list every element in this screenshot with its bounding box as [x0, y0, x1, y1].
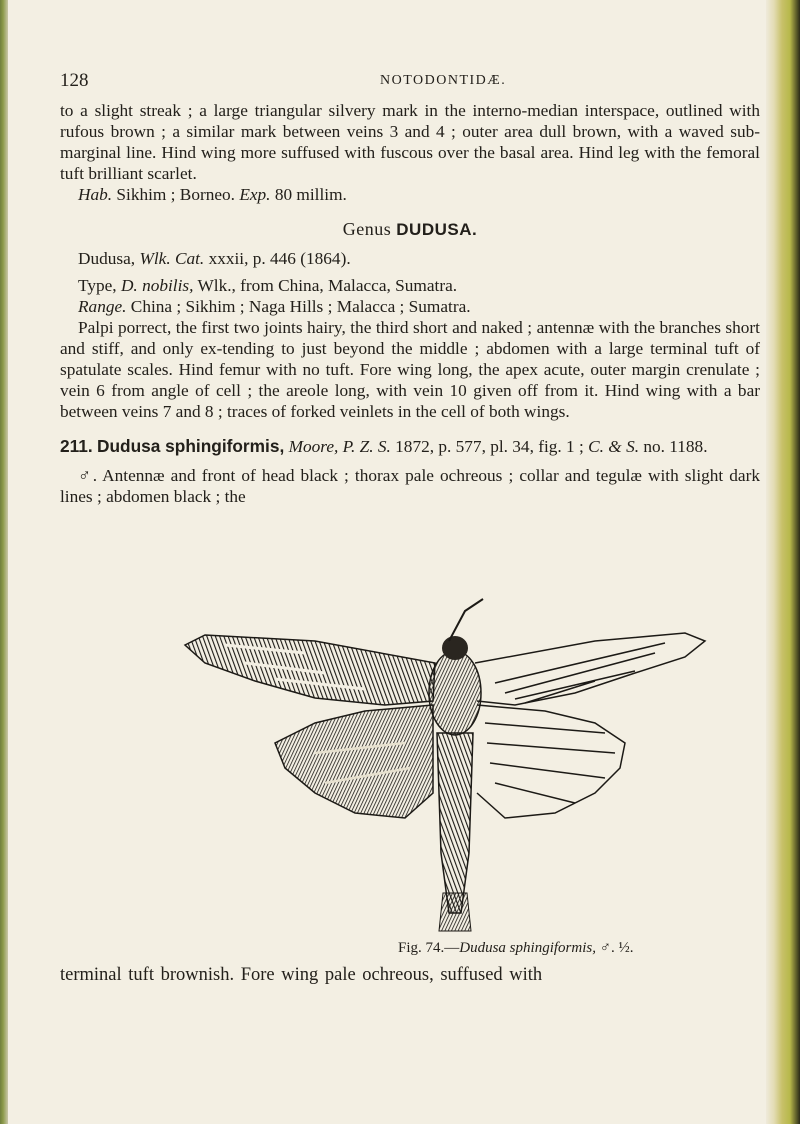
habitat-line — [60, 184, 760, 205]
right-forewing — [475, 633, 705, 705]
citation-author: Wlk. Cat. — [139, 249, 205, 268]
figure-caption — [398, 940, 633, 957]
male-description — [60, 465, 760, 507]
genus-description: Palpi porrect, the first two joints hairy, the third short and naked ; antennæ with the branches short and stiff, and only ex-tending to just beyond the middle ; abdomen with a large terminal tuft of spatulate scales. Hind femur with no tuft. Fore wing long, the apex acute, outer margin crenulate ; vein 6 from angle of cell ; the areole long, with vein 10 given off from it. Hind wing with a bar between veins 7 and 8 ; traces of forked veinlets in the cell of both wings. — [60, 318, 760, 421]
running-title: NOTODONTIDÆ. — [380, 73, 507, 88]
hab-text: Sikhim ; Borneo. — [112, 185, 240, 204]
scan-edge-right — [766, 0, 800, 1124]
genus-heading — [60, 219, 760, 240]
running-head — [60, 70, 760, 100]
range-text: China ; Sikhim ; Naga Hills ; Malacca ; Sumatra. — [126, 297, 471, 316]
caption-prefix: Fig. 74.— — [398, 940, 460, 956]
male-text: Antennæ and front of head black ; thorax pale ochreous ; collar and tegulæ with slight dark lines ; abdomen black ; the — [60, 466, 760, 506]
page-number: 128 — [60, 70, 89, 91]
male-symbol: ♂. — [78, 466, 98, 485]
continuation-line: terminal tuft brownish. Fore wing pale ochreous, suffused with — [60, 965, 543, 985]
species-name: Dudusa sphingiformis, — [97, 436, 285, 456]
citation-prefix: Dudusa, — [78, 249, 140, 268]
species-ref-tail: no. 1188. — [639, 437, 708, 456]
moth-thorax — [429, 651, 481, 735]
moth-antenna — [449, 599, 483, 641]
range-line — [60, 296, 760, 317]
exp-text: 80 millim. — [270, 185, 347, 204]
moth-terminal-tuft — [439, 893, 471, 931]
species-ref-cs: C. & S. — [588, 437, 640, 456]
scan-edge-left — [0, 0, 8, 1124]
type-rest: Wlk., from China, Malacca, Sumatra. — [193, 276, 458, 295]
intro-paragraph: to a slight streak ; a large triangular silvery mark in the interno-median interspace, outlined with rufous brown ; a similar mark between veins 3 and 4 ; outer area dull brown, with a waved sub-marginal line. Hind wing more suffused with fuscous over the basal area. Hind leg with the femoral tuft brilliant scarlet. — [60, 101, 760, 183]
exp-label: Exp. — [239, 185, 271, 204]
genus-name: DUDUSA. — [396, 220, 478, 239]
type-label: Type, — [78, 276, 121, 295]
moth-illustration — [165, 593, 725, 933]
type-species: D. nobilis, — [120, 276, 194, 295]
page-body — [60, 70, 760, 507]
type-line — [60, 275, 760, 296]
species-number: 211. — [60, 436, 93, 456]
species-entry — [60, 436, 760, 507]
range-label: Range. — [78, 297, 127, 316]
species-ref-author: Moore, P. Z. S. — [288, 437, 391, 456]
caption-suffix: ♂. ½. — [595, 940, 634, 956]
moth-abdomen — [437, 733, 473, 913]
species-heading — [60, 436, 760, 457]
moth-head — [442, 636, 468, 660]
right-hindwing — [477, 705, 625, 818]
left-hindwing — [275, 705, 433, 818]
species-ref-rest: 1872, p. 577, pl. 34, fig. 1 ; — [390, 437, 589, 456]
citation-rest: xxxii, p. 446 (1864). — [204, 249, 351, 268]
hab-label: Hab. — [78, 185, 113, 204]
moth-figure — [165, 593, 725, 933]
genus-label: Genus — [342, 219, 397, 239]
genus-citation — [60, 248, 760, 269]
caption-species: Dudusa sphingiformis, — [459, 940, 596, 956]
